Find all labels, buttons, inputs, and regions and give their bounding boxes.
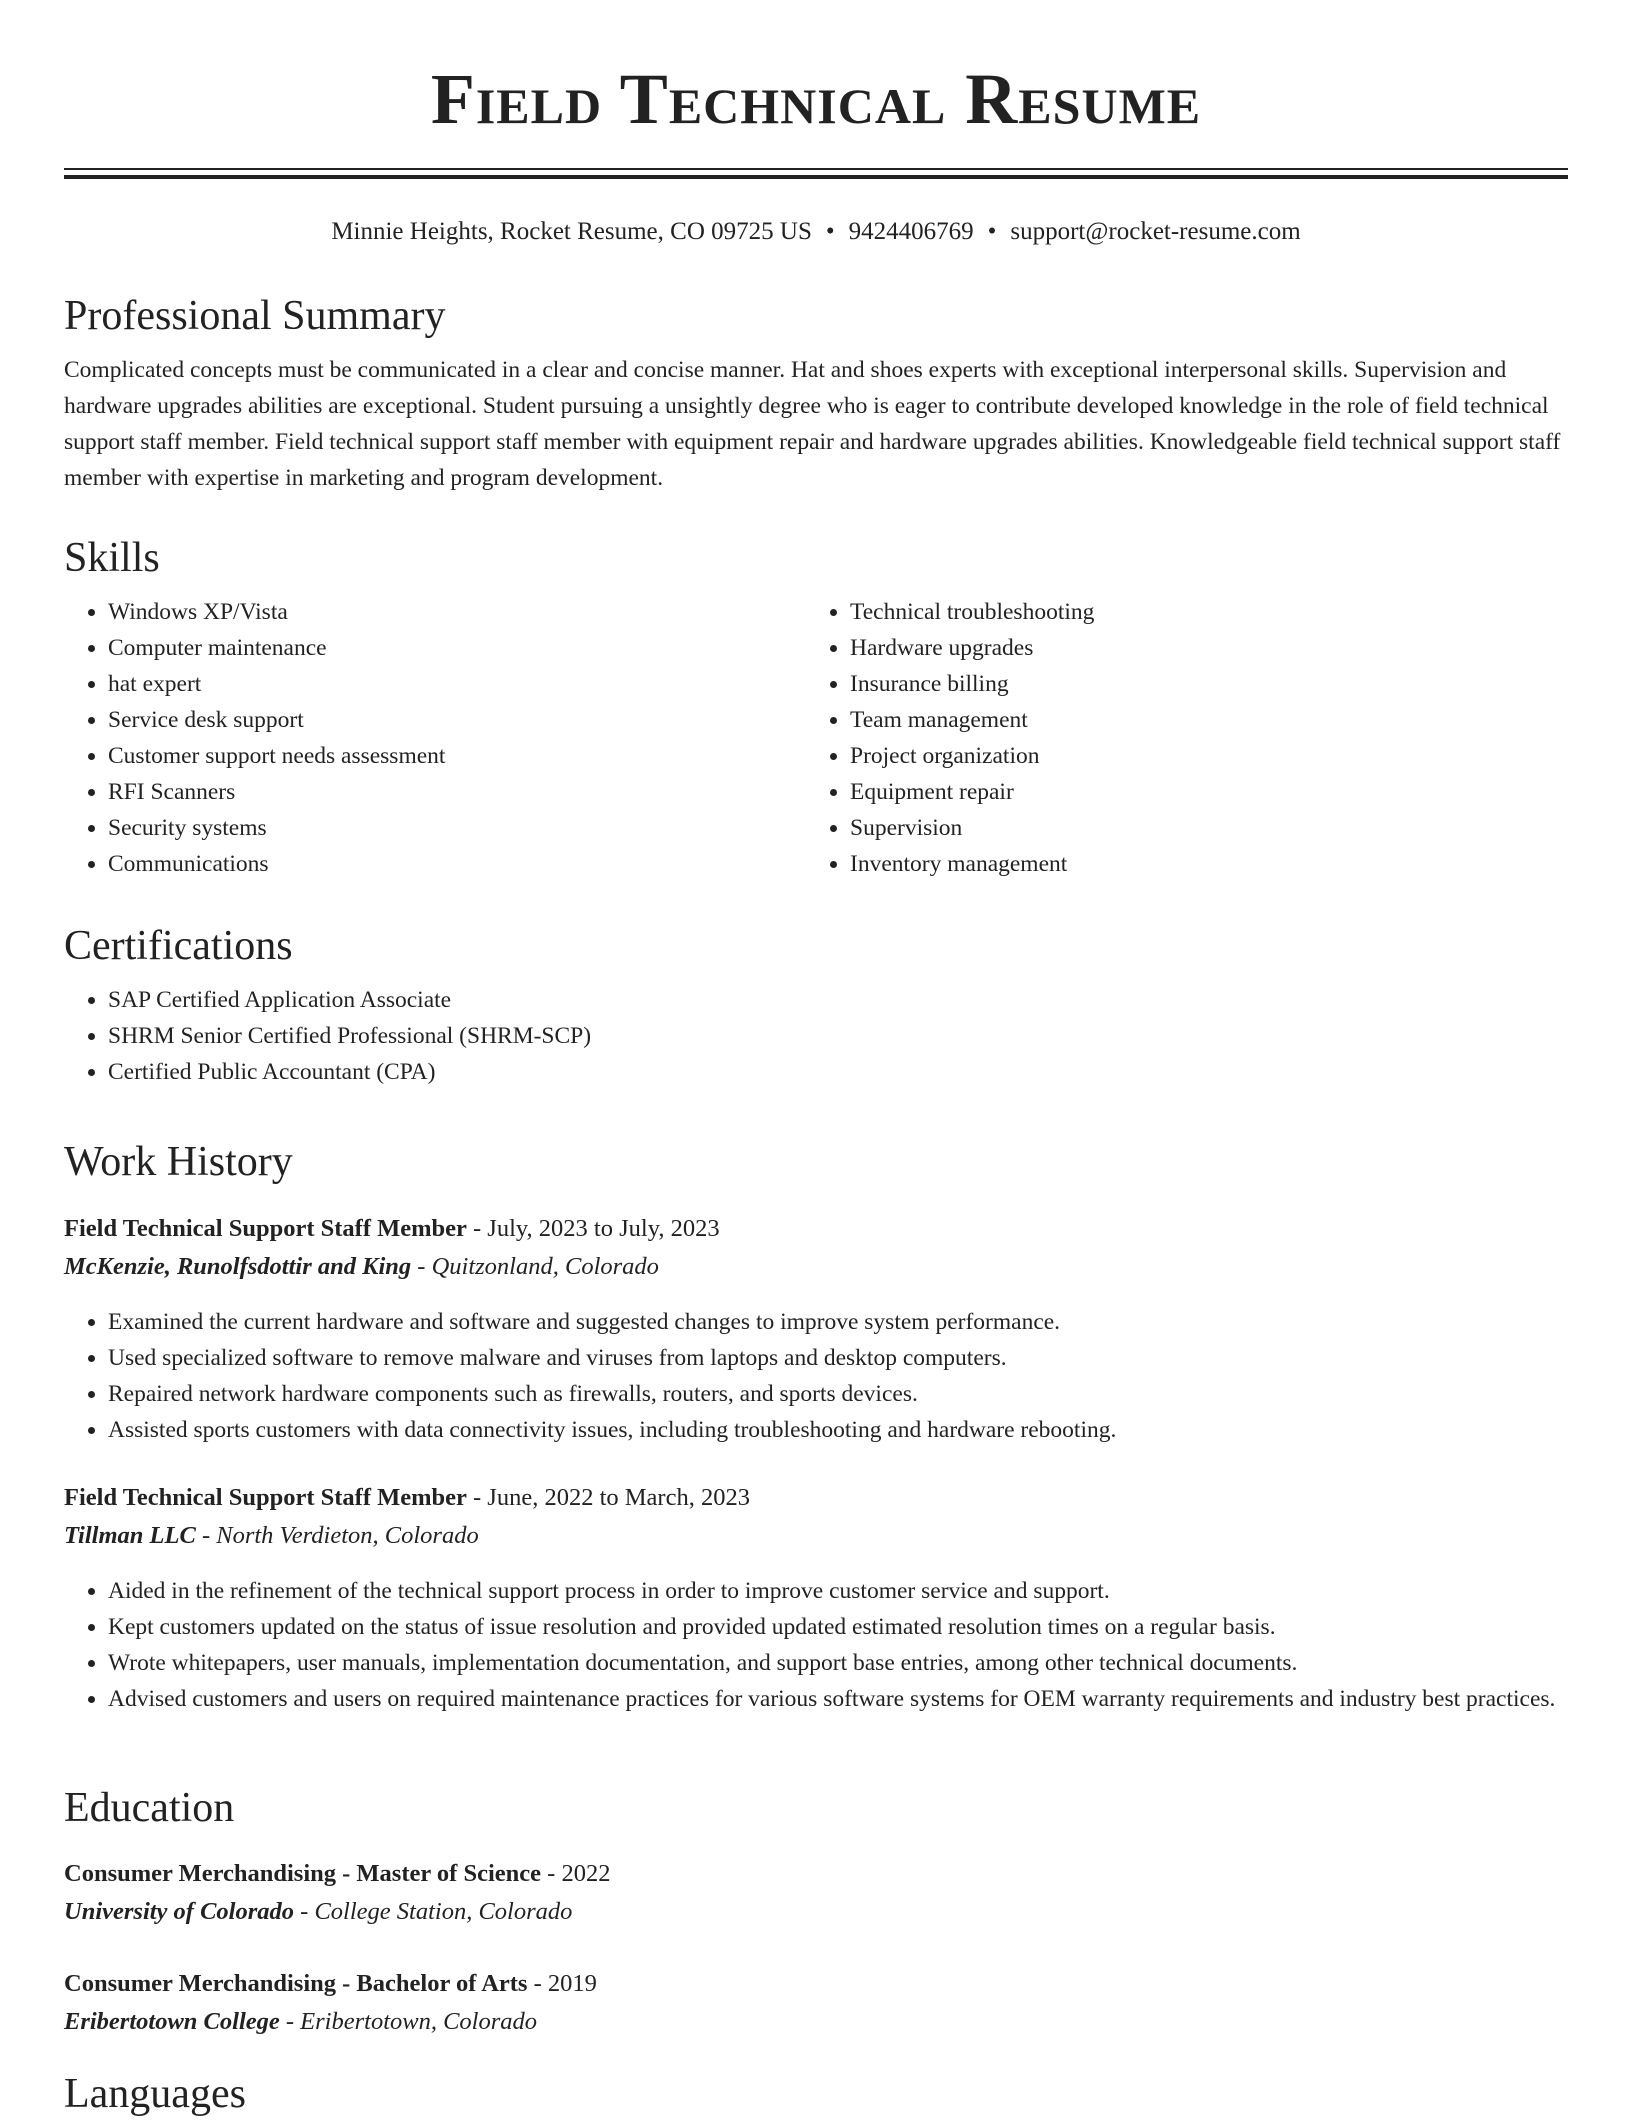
job-header: [64, 1210, 720, 1248]
skill-item: • Customer support needs assessment: [108, 738, 808, 774]
job-bullets: [64, 1304, 1618, 1448]
job-location: - Quitzonland, Colorado: [411, 1253, 659, 1280]
skill-item: • Service desk support: [108, 702, 808, 738]
education-header: [64, 1965, 597, 2003]
education-degree: Consumer Merchandising - Master of Science: [64, 1860, 542, 1887]
education-year: - 2022: [541, 1860, 611, 1887]
job-bullet: • Examined the current hardware and software and suggested changes to improve system performance.: [108, 1304, 1618, 1340]
education-school-line: [64, 1893, 572, 1931]
skill-item: • Inventory management: [850, 846, 1550, 882]
job-bullet: • Advised customers and users on required maintenance practices for various software systems for OEM warranty requirements and industry best practices.: [108, 1681, 1618, 1717]
skills-list-right: [806, 594, 1550, 882]
skill-item: • RFI Scanners: [108, 774, 808, 810]
job-bullet: • Kept customers updated on the status of issue resolution and provided updated estimated resolution times on a regular basis.: [108, 1609, 1618, 1645]
education-header: [64, 1855, 610, 1893]
skills-heading: Skills: [64, 535, 160, 581]
education-degree: Consumer Merchandising - Bachelor of Arts: [64, 1970, 528, 1997]
job-company: McKenzie, Runolfsdottir and King: [64, 1253, 412, 1280]
skill-item: • Team management: [850, 702, 1550, 738]
title-rule-thin: [64, 168, 1568, 170]
job-bullet: • Repaired network hardware components such as firewalls, routers, and sports devices.: [108, 1376, 1618, 1412]
job-bullet: • Wrote whitepapers, user manuals, implementation documentation, and support base entries, among other technical documents.: [108, 1645, 1618, 1681]
education-location: - College Station, Colorado: [294, 1898, 573, 1925]
job-title: Field Technical Support Staff Member: [64, 1484, 467, 1511]
education-school-line: [64, 2003, 537, 2041]
contact-phone: 9424406769: [848, 218, 974, 245]
job-bullets: [64, 1573, 1618, 1717]
job-employer: [64, 1248, 659, 1286]
education-school: University of Colorado: [64, 1898, 295, 1925]
languages-heading: Languages: [64, 2071, 246, 2117]
certifications-list: [64, 982, 1508, 1090]
education-heading: Education: [64, 1785, 235, 1831]
certification-item: • SHRM Senior Certified Professional (SHRM-SCP): [108, 1018, 1508, 1054]
job-bullet: • Aided in the refinement of the technical support process in order to improve customer service and support.: [108, 1573, 1618, 1609]
certification-item: • SAP Certified Application Associate: [108, 982, 1508, 1018]
skill-item: • Technical troubleshooting: [850, 594, 1550, 630]
skill-item: • Computer maintenance: [108, 630, 808, 666]
job-header: [64, 1479, 750, 1517]
contact-line: [0, 214, 1632, 250]
certifications-heading: Certifications: [64, 923, 293, 969]
title-rule-thick: [64, 175, 1568, 179]
job-company: Tillman LLC: [64, 1522, 196, 1549]
skill-item: • Project organization: [850, 738, 1550, 774]
skill-item: • Supervision: [850, 810, 1550, 846]
skills-list-left: [64, 594, 808, 882]
job-bullet: • Used specialized software to remove malware and viruses from laptops and desktop computers.: [108, 1340, 1618, 1376]
contact-email: support@rocket-resume.com: [1010, 218, 1301, 245]
skill-item: • Hardware upgrades: [850, 630, 1550, 666]
job-location: - North Verdieton, Colorado: [195, 1522, 479, 1549]
job-bullet: • Assisted sports customers with data connectivity issues, including troubleshooting and hardware rebooting.: [108, 1412, 1618, 1448]
contact-address: Minnie Heights, Rocket Resume, CO 09725 US: [331, 218, 812, 245]
job-title: Field Technical Support Staff Member: [64, 1215, 467, 1242]
job-dates: - July, 2023 to July, 2023: [466, 1215, 720, 1242]
education-location: - Eribertotown, Colorado: [279, 2008, 538, 2035]
contact-separator: •: [987, 218, 997, 245]
job-dates: - June, 2022 to March, 2023: [466, 1484, 750, 1511]
contact-separator: •: [825, 218, 835, 245]
skill-item: • Windows XP/Vista: [108, 594, 808, 630]
skill-item: • Insurance billing: [850, 666, 1550, 702]
skill-item: • Communications: [108, 846, 808, 882]
job-employer: [64, 1517, 479, 1555]
resume-title: Field Technical Resume: [430, 59, 1202, 139]
certification-item: • Certified Public Accountant (CPA): [108, 1054, 1508, 1090]
summary-text: Complicated concepts must be communicated in a clear and concise manner. Hat and shoes experts with exceptional interpersonal skills. Supervision and hardware upgrades abilities are exceptional. Student pursuing a unsightly degree who is eager to contribute developed knowledge in the role of field technical support staff member. Field technical support staff member with equipment repair and hardware upgrades abilities. Knowledgeable field technical support staff member with expertise in marketing and program development.: [64, 357, 1561, 491]
education-year: - 2019: [527, 1970, 597, 1997]
skill-item: • Security systems: [108, 810, 808, 846]
skill-item: • Equipment repair: [850, 774, 1550, 810]
work-history-heading: Work History: [64, 1139, 293, 1185]
skill-item: • hat expert: [108, 666, 808, 702]
education-school: Eribertotown College: [64, 2008, 280, 2035]
summary-heading: Professional Summary: [64, 293, 446, 339]
